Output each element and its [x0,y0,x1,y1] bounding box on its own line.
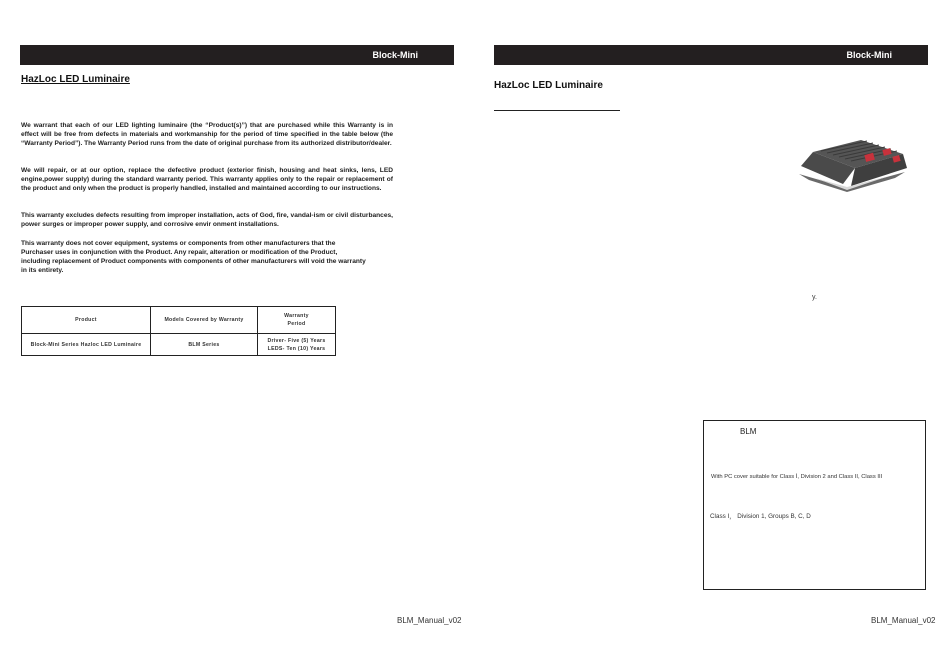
page-footer: BLM_Manual_v02 [397,616,462,625]
banner-label: Block-Mini [846,50,892,60]
page-title: HazLoc LED Luminaire [21,74,130,85]
page-title: HazLoc LED Luminaire [494,80,603,91]
cell-models: BLM Series [151,334,258,356]
exclusions-paragraph: This warranty excludes defects resulting from improper installation, acts of God, fire, vandal-ism or civil disturbances, power surges or improper power supply, and corrosive envir onment installations. [21,212,393,229]
cell-period-driver: Driver- Five (5) Years [267,337,326,344]
header-period [258,307,336,334]
warranty-table [21,306,336,356]
page-footer: BLM_Manual_v02 [871,616,936,625]
header-banner [494,45,928,65]
luminaire-product-image [791,138,911,194]
spec-model: BLM [740,427,757,436]
stray-mark: y. [812,294,817,301]
header-period-label: Warranty Period [284,313,309,327]
repair-paragraph: We will repair, or at our option, replace the defective product (exterior finish, housing and heat sinks, lens, LED engine,power supply) during the standard warranty period. This warranty applies only to the repair or replacement of the product and only when the product is properly handled, installed and maintained according to our instructions. [21,167,393,193]
spec-box [703,420,926,590]
third-party-paragraph: This warranty does not cover equipment, systems or components from other manufacturers that the Purchaser uses in conjunction with the Product. Any repair, alteration or modification of the Product, including replacement of Product components with components of other manufacturers will void the warranty in its entirety. [21,240,366,275]
table-header-row [22,307,336,334]
spec-class-rating: Class I， Division 1, Groups B, C, D [710,513,811,520]
header-models: Models Covered by Warranty [151,307,258,334]
cell-product: Block-Mini Series Hazloc LED Luminaire [22,334,151,356]
warranty-paragraph: We warrant that each of our LED lighting luminaire (the “Product(s)”) that are purchased while this Warranty is in effect will be free from defects in materials and workmanship for the period of time specified in the table below (the “Warranty Period”). The Warranty Period runs from the date of original purchase from its authorized distributor/dealer. [21,122,393,148]
title-underline [494,110,620,111]
banner-label: Block-Mini [372,50,418,60]
table-row [22,334,336,356]
cell-period-leds: LEDS- Ten (10) Years [267,345,326,352]
right-page [475,0,950,672]
cell-period [258,334,336,356]
spec-cover-rating: With PC cover suitable for Class Ⅰ, Division 2 and Class II, Class III [711,474,883,480]
header-banner [20,45,454,65]
header-product: Product [22,307,151,334]
